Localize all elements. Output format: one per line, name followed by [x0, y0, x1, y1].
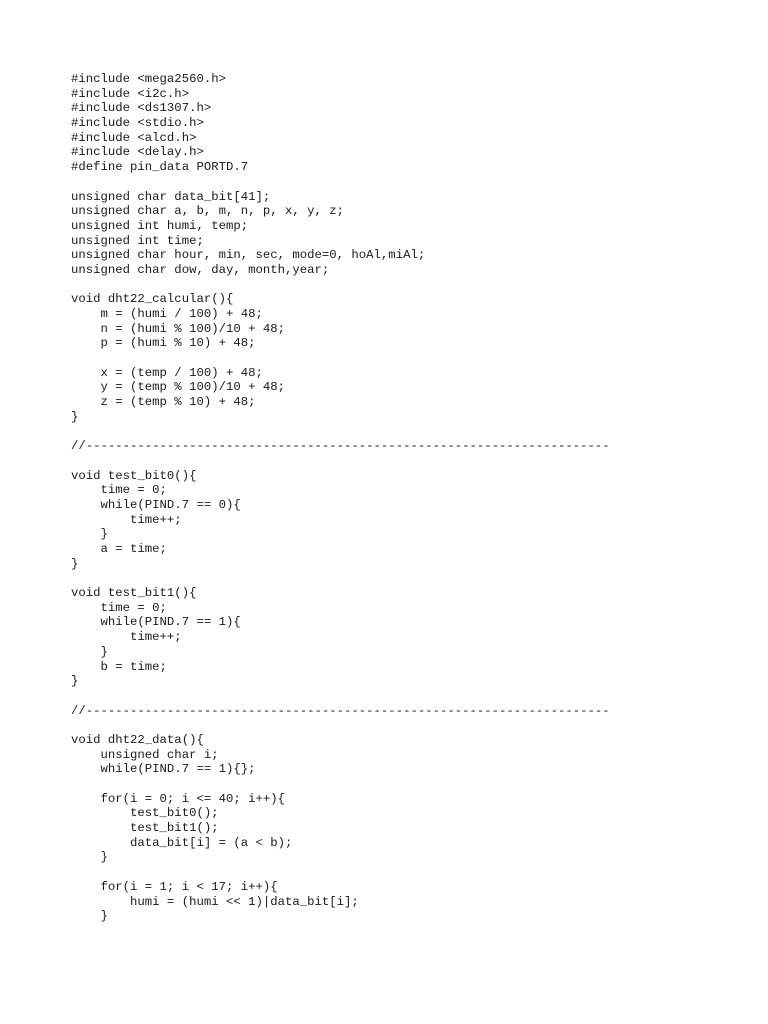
code-line: [71, 425, 610, 440]
code-line: #include <mega2560.h>: [71, 72, 226, 86]
code-line: [71, 865, 610, 880]
code-line: [71, 175, 610, 190]
code-line: #define pin_data PORTD.7: [71, 160, 249, 175]
code-line: [71, 278, 610, 293]
code-line: time = 0;: [71, 600, 167, 615]
code-line: #include <i2c.h>: [71, 86, 190, 101]
code-line: void dht22_data(){: [71, 732, 204, 747]
code-line: x = (temp / 100) + 48;: [71, 365, 263, 380]
code-line: void test_bit0(){: [71, 468, 197, 483]
code-line: while(PIND.7 == 0){: [71, 497, 241, 512]
code-line: //-----------------------------------------------------------------------: [71, 703, 610, 718]
code-line: unsigned char data_bit[41];: [71, 189, 271, 204]
code-line: [71, 571, 610, 586]
code-line: time = 0;: [71, 483, 167, 498]
code-line: [71, 689, 610, 704]
code-line: [71, 718, 610, 733]
code-listing: [71, 72, 610, 924]
code-line: unsigned char dow, day, month,year;: [71, 262, 330, 277]
code-line: }: [71, 644, 108, 659]
code-line: [71, 351, 610, 366]
code-line: #include <ds1307.h>: [71, 101, 212, 116]
code-line: data_bit[i] = (a < b);: [71, 835, 293, 850]
code-line: time++;: [71, 512, 182, 527]
code-line: for(i = 1; i < 17; i++){: [71, 879, 278, 894]
code-line: }: [71, 409, 79, 424]
code-line: n = (humi % 100)/10 + 48;: [71, 321, 286, 336]
code-line: unsigned char a, b, m, n, p, x, y, z;: [71, 204, 345, 219]
code-line: z = (temp % 10) + 48;: [71, 395, 256, 410]
code-line: #include <stdio.h>: [71, 116, 204, 131]
code-line: //-----------------------------------------------------------------------: [71, 439, 610, 454]
code-line: }: [71, 674, 79, 689]
code-line: }: [71, 909, 108, 924]
code-line: #include <alcd.h>: [71, 130, 197, 145]
code-line: b = time;: [71, 659, 167, 674]
code-line: for(i = 0; i <= 40; i++){: [71, 791, 286, 806]
code-line: [71, 454, 610, 469]
code-line: void dht22_calcular(){: [71, 292, 234, 307]
code-line: unsigned int time;: [71, 233, 204, 248]
code-line: while(PIND.7 == 1){: [71, 615, 241, 630]
code-line: unsigned int humi, temp;: [71, 218, 249, 233]
code-line: p = (humi % 10) + 48;: [71, 336, 256, 351]
code-line: m = (humi / 100) + 48;: [71, 307, 263, 321]
code-line: y = (temp % 100)/10 + 48;: [71, 380, 286, 395]
code-line: unsigned char i;: [71, 747, 219, 762]
code-line: [71, 777, 610, 792]
code-line: }: [71, 850, 108, 865]
code-line: test_bit0();: [71, 806, 219, 821]
code-line: humi = (humi << 1)|data_bit[i];: [71, 894, 359, 909]
code-line: #include <delay.h>: [71, 145, 204, 160]
code-line: }: [71, 556, 79, 571]
code-line: while(PIND.7 == 1){};: [71, 762, 256, 777]
code-line: a = time;: [71, 542, 167, 556]
code-line: }: [71, 527, 108, 542]
code-line: time++;: [71, 630, 182, 645]
code-line: unsigned char hour, min, sec, mode=0, hoAl,miAl;: [71, 248, 426, 263]
code-line: test_bit1();: [71, 821, 219, 836]
code-line: void test_bit1(){: [71, 586, 197, 601]
